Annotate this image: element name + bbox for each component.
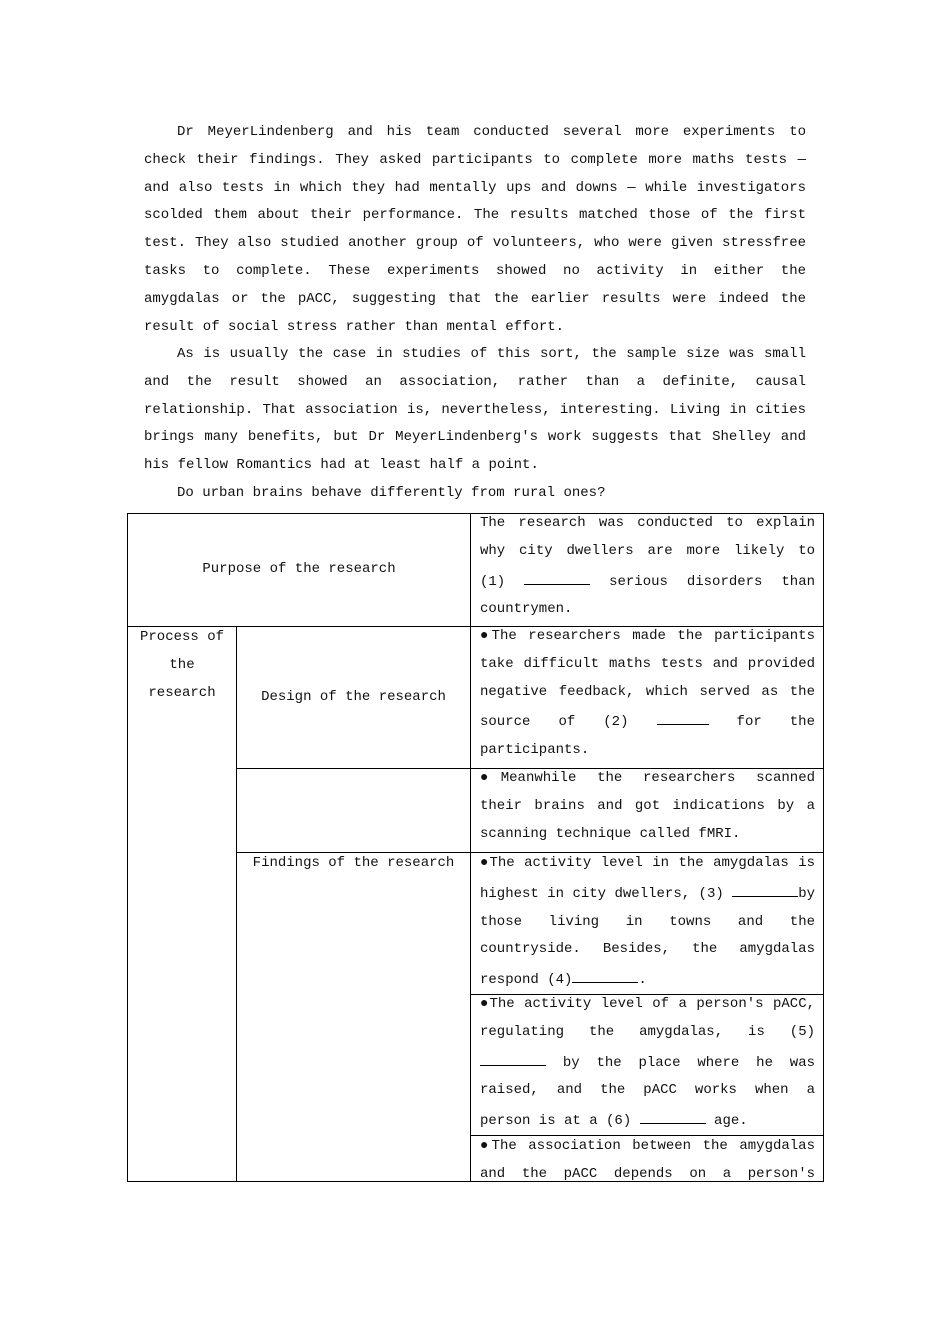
design-text-2: ●Meanwhile the researchers scanned their brains and got indications by a scanning technique called fMRI. bbox=[480, 770, 815, 842]
finding-text-2-end: age. bbox=[705, 1113, 748, 1130]
design-label: Design of the research bbox=[261, 688, 446, 705]
design-content-cell-2 bbox=[470, 768, 824, 853]
design-content-cell-1 bbox=[470, 626, 824, 769]
purpose-label: Purpose of the research bbox=[202, 561, 396, 578]
finding-text-1-end: . bbox=[638, 972, 647, 989]
design-text-1-end: for the participants. bbox=[480, 714, 815, 759]
finding-text-3: ●The association between the amygdalas and the pACC depends on a person's bbox=[480, 1138, 815, 1182]
findings-label-cell bbox=[236, 852, 471, 1182]
paragraph-3-question: Do urban brains behave differently from rural ones? bbox=[177, 485, 606, 501]
blank-6[interactable] bbox=[640, 1105, 706, 1124]
empty-cell bbox=[236, 768, 471, 853]
paragraph-1: Dr MeyerLindenberg and his team conducted several more experiments to check their findings. They asked participants to complete more maths tests — and also tests in which they had mentally ups and downs — while investigators scolded them about their performance. The results matched those of the first test. They also studied another group of volunteers, who were given stressfree tasks to complete. These experiments showed no activity in either the amygdalas or the pACC, suggesting that the earlier results were indeed the result of social stress rather than mental effort. bbox=[144, 124, 806, 335]
purpose-text: The research was conducted to explain why city dwellers are more likely to (1) bbox=[480, 515, 815, 590]
purpose-content-cell bbox=[470, 513, 824, 627]
findings-label: Findings of the research bbox=[252, 855, 455, 871]
purpose-text-end: serious disorders than countrymen. bbox=[480, 573, 816, 618]
finding-text-1: ●The activity level in the amygdalas is highest in city dwellers, (3) bbox=[480, 855, 815, 902]
purpose-label-cell bbox=[127, 513, 471, 627]
blank-5[interactable] bbox=[480, 1047, 546, 1066]
finding-text-1-mid: by those living in towns and the countryside. Besides, the amygdalas respond (4) bbox=[480, 885, 815, 989]
blank-1[interactable] bbox=[524, 566, 590, 585]
process-label-cell bbox=[127, 626, 237, 1182]
blank-3[interactable] bbox=[732, 878, 798, 897]
findings-content-cell-1 bbox=[470, 852, 824, 995]
blank-2[interactable] bbox=[657, 706, 709, 725]
finding-text-2-mid: by the place where he was raised, and the pACC works when a person is at a (6) bbox=[480, 1054, 815, 1130]
findings-content-cell-2 bbox=[470, 994, 824, 1136]
finding-text-2: ●The activity level of a person's pACC, regulating the amygdalas, is (5) bbox=[480, 996, 815, 1040]
design-text-1: ●The researchers made the participants take difficult maths tests and provided negative feedback, which served as the source of (2) bbox=[480, 628, 815, 731]
design-label-cell bbox=[236, 626, 471, 769]
blank-4[interactable] bbox=[572, 964, 638, 983]
process-label: Process of the research bbox=[139, 629, 224, 701]
findings-content-cell-3 bbox=[470, 1135, 824, 1182]
paragraph-2: As is usually the case in studies of this sort, the sample size was small and the result showed an association, rather than a definite, causal relationship. That association is, nevertheless, interesting. Living in cities brings many benefits, but Dr MeyerLindenberg's work suggests that Shelley and his fellow Romantics had at least half a point. bbox=[144, 346, 806, 474]
